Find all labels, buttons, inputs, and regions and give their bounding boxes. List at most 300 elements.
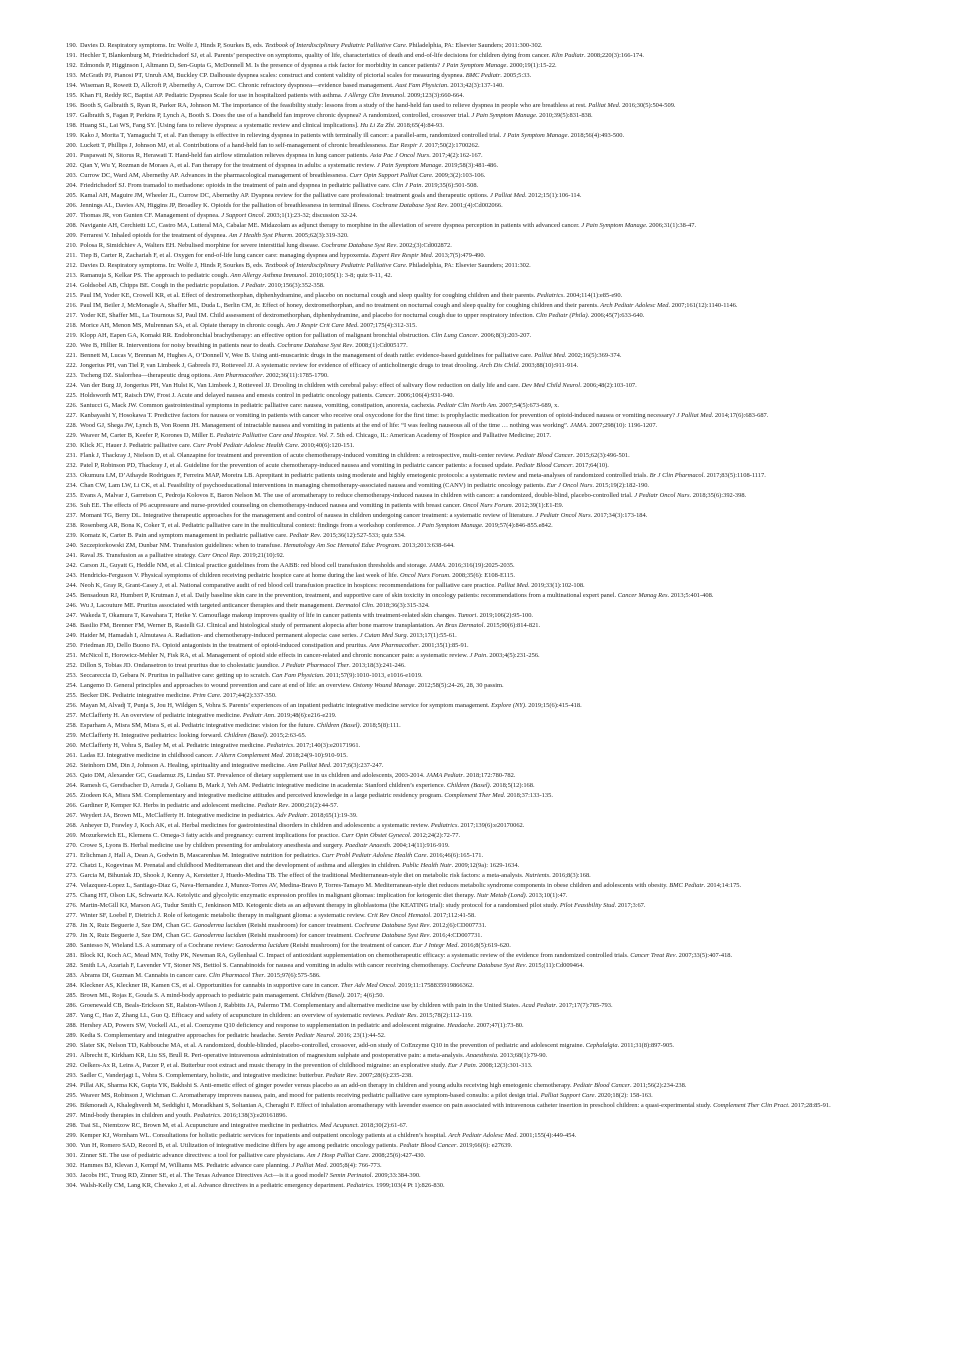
reference-source-title: Ganoderma lucidum <box>193 922 247 929</box>
reference-text: Flank J, Thackray J, Nielson D, et al. Olanzapine for treatment and prevention of acute chemotherapy-induced vomiting in children: a retrospective, multi-center review. <box>80 452 517 459</box>
reference-text: . 2016;8(5):619-620. <box>457 942 511 949</box>
reference-entry <box>66 902 895 911</box>
reference-text: (Reishi mushroom) for cancer treatment. <box>246 932 355 939</box>
reference-number: 259. <box>66 732 78 739</box>
reference-text: Groenewald CB, Beals-Erickson SE, Ralston-Wilson J, Rabbitts JA, Palermo TM. Complementary and alternative medicine use by children with pain in the United States. <box>80 1002 522 1009</box>
reference-entry <box>66 52 895 61</box>
reference-entry <box>66 362 895 371</box>
reference-source-title: Ann Palliat Med <box>287 762 330 769</box>
reference-source-title: Explore (NY) <box>491 702 526 709</box>
reference-text: Martin-McGill KJ, Marson AG, Tudur Smith C, Jenkinson MD. Ketogenic diets as an adjuvant therapy in glioblastoma (the KEATING trial): study protocol for a randomised pilot study. <box>80 902 560 909</box>
reference-entry <box>66 632 895 641</box>
reference-text: Basilio FM, Brenner FM, Werner B, Rastelli GJ. Clinical and histological study of permanent alopecia after bone marrow transplantation. <box>80 622 437 629</box>
reference-number: 213. <box>66 272 78 279</box>
reference-entry <box>66 282 895 291</box>
reference-number: 223. <box>66 372 78 379</box>
reference-text: . 2017;112:41-58. <box>430 912 476 919</box>
reference-text: Haider M, Hamadah I, Almutawa A. Radiation- and chemotherapy-induced permanent alopecia: case series. <box>80 632 360 639</box>
reference-number: 293. <box>66 1072 78 1079</box>
reference-entry <box>66 892 895 901</box>
reference-source-title: Prim Care <box>192 692 220 699</box>
reference-source-title: Pediatr Ann <box>242 712 275 719</box>
reference-number: 246. <box>66 602 78 609</box>
reference-entry <box>66 672 895 681</box>
reference-text: . 2009;33:384-390. <box>371 1172 421 1179</box>
reference-entry <box>66 482 895 491</box>
reference-source-title: Ann Pharmacother <box>369 642 419 649</box>
reference-entry <box>66 1042 895 1051</box>
reference-source-title: Pediatr Clin North Am <box>437 402 496 409</box>
reference-entry <box>66 432 895 441</box>
reference-source-title: Curr Opin Obstet Gynecol <box>341 832 410 839</box>
reference-source-title: J Palliat Med <box>291 1162 327 1169</box>
reference-entry <box>66 262 895 271</box>
reference-text: Tiep B, Carter R, Zachariah F, et al. Oxygen for end-of-life lung cancer care: managing dyspnea and hypoxemia. <box>80 252 372 259</box>
reference-source-title: Cancer Treat Rev <box>630 952 676 959</box>
reference-number: 238. <box>66 522 78 529</box>
reference-text: Tsai SL, Niemtzow RC, Brown M, et al. Acupuncture and integrative medicine in pediatrics. <box>80 1122 321 1129</box>
reference-text: . 2012;39(1):E1-E9. <box>511 502 564 509</box>
reference-source-title: Br J Clin Pharmacol <box>649 472 704 479</box>
reference-number: 239. <box>66 532 78 539</box>
reference-text: . 2017;139(6):e20170062. <box>457 822 525 829</box>
reference-text: . 2004;114(1):e85-e90. <box>563 292 623 299</box>
reference-entry <box>66 242 895 251</box>
reference-text: . 2017;6(3):237-247. <box>329 762 384 769</box>
reference-entry <box>66 832 895 841</box>
reference-number: 260. <box>66 742 78 749</box>
reference-text: . 2019;58(3):481-486. <box>441 162 499 169</box>
reference-number: 253. <box>66 672 78 679</box>
reference-source-title: Pediatr Rev <box>325 1072 357 1079</box>
reference-text: . Philadelphia, PA: Elsevier Saunders; 2011:300-302. <box>405 42 543 49</box>
reference-number: 235. <box>66 492 78 499</box>
reference-number: 237. <box>66 512 78 519</box>
reference-entry <box>66 852 895 861</box>
reference-text: . 2006;106(4):931-940. <box>394 392 455 399</box>
reference-entry <box>66 402 895 411</box>
reference-text: . 2019;33(1):102-108. <box>527 582 585 589</box>
reference-entry <box>66 232 895 241</box>
reference-text: . 2019;11:1758835919866362. <box>394 982 474 989</box>
reference-text: Wood GJ, Shega JW, Lynch B, Von Roenn JH. Management of intractable nausea and vomiting in patients at the end of life: “I was feeling nauseous all of the time … nothing was working”. <box>80 422 571 429</box>
reference-number: 261. <box>66 752 78 759</box>
reference-text: . 2012;(6):CD007731. <box>429 922 487 929</box>
reference-entry <box>66 492 895 501</box>
reference-number: 229. <box>66 432 78 439</box>
reference-text: Van der Burg JJ, Jongerius PH, Van Hulst K, Van Limbeek J, Rotteveel JJ. Drooling in children with cerebral palsy: effect of salivary flow reduction on daily life and care. <box>80 382 522 389</box>
reference-entry <box>66 92 895 101</box>
reference-text: . 2015;19(2):182-190. <box>592 482 650 489</box>
reference-source-title: Cochrane Database Syst Rev <box>354 932 430 939</box>
reference-entry <box>66 372 895 381</box>
reference-text: Wee B, Hillier R. Interventions for noisy breathing in patients near to death. <box>80 342 278 349</box>
reference-number: 245. <box>66 592 78 599</box>
reference-text: Hendricks-Ferguson V. Physical symptoms of children receiving pediatric hospice care at home during the last week of life. <box>80 572 401 579</box>
reference-number: 199. <box>66 132 78 139</box>
reference-text: . 2007;47(1):73-80. <box>473 1022 524 1029</box>
reference-entry <box>66 332 895 341</box>
reference-text: Slater SK, Nelson TD, Kabbouche MA, et al. A randomized, double-blinded, placebo-controlled, crossover, add-on study of CoEnzyme Q10 in the prevention of pediatric and adolescent migraine. <box>80 1042 586 1049</box>
reference-source-title: Ganoderma lucidum <box>193 932 247 939</box>
reference-source-title: Pilot Feasibility Stud <box>559 902 615 909</box>
reference-number: 281. <box>66 952 78 959</box>
reference-text: Kedia S. Complementary and integrative approaches for pediatric headache. <box>80 1032 278 1039</box>
reference-entry <box>66 932 895 941</box>
reference-number: 298. <box>66 1122 78 1129</box>
reference-text: . 2003;4(5):231-256. <box>486 652 540 659</box>
reference-source-title: Clin Pediatr (Phila) <box>535 312 588 319</box>
reference-text: Qian Y, Wu Y, Rozman de Moraes A, et al. Fan therapy for the treatment of dyspnea in adults: a systematic review. <box>80 162 377 169</box>
reference-entry <box>66 782 895 791</box>
reference-source-title: Clin Pharmacol Ther <box>208 972 264 979</box>
reference-entry <box>66 732 895 741</box>
reference-entry <box>66 292 895 301</box>
reference-entry <box>66 682 895 691</box>
reference-entry <box>66 712 895 721</box>
reference-number: 233. <box>66 472 78 479</box>
reference-source-title: Headache <box>447 1022 474 1029</box>
reference-text: Mozurkewich EL, Klemens C. Omega-3 fatty acids and pregnancy: current implications for practice. <box>80 832 342 839</box>
reference-number: 193. <box>66 72 78 79</box>
reference-text: . 2018;35(6):392-398. <box>689 492 747 499</box>
reference-entry <box>66 762 895 771</box>
reference-text: . 2015;36(12):527-533; quiz 534. <box>319 532 406 539</box>
reference-number: 250. <box>66 642 78 649</box>
reference-text: Davies D. Respiratory symptoms. In: Wolfe J, Hinds P, Sourkes B, eds. <box>80 42 265 49</box>
reference-text: Yoder KE, Shaffer ML, La Tournous SJ, Paul IM. Child assessment of dextromethorphan, diphenhydramine, and placebo for nocturnal cough due to upper respiratory infection. <box>80 312 536 319</box>
reference-number: 244. <box>66 582 78 589</box>
reference-text: Jongerius PH, van Tiel P, van Limbeek J, Gabreels FJ, Rotteveel JJ. A systematic review for evidence of efficacy of anticholinergic drugs to treat drooling. <box>80 362 480 369</box>
reference-source-title: Pediatr Blood Cancer <box>573 1082 631 1089</box>
reference-number: 249. <box>66 632 78 639</box>
reference-entry <box>66 132 895 141</box>
reference-text: Okumura LM, D’Athayde Rodrigues F, Ferreira MAP, Moreira LB. Aprepitant in pediatric patients using moderate and highly emetogenic protocols: a systematic review and meta-analyses of randomized controlled trials. <box>80 472 650 479</box>
reference-text: . 2018;5(8):111. <box>359 722 401 729</box>
reference-entry <box>66 342 895 351</box>
reference-text: Becker DK. Pediatric integrative medicine. <box>80 692 193 699</box>
reference-source-title: J Pain Symptom Manage <box>471 112 536 119</box>
reference-source-title: Aust Fam Physician <box>395 82 448 89</box>
reference-source-title: Ostomy Wound Manage <box>352 682 415 689</box>
reference-text: . 5th ed. Chicago, IL: American Academy of Hospice and Palliative Medicine; 2017. <box>333 432 552 439</box>
reference-text: . 2017;83(5):1108-1117. <box>703 472 766 479</box>
reference-source-title: Anaesthesia <box>465 1052 497 1059</box>
reference-source-title: Palliat Med <box>497 582 528 589</box>
reference-text: . 2018;65(1):19-39. <box>307 812 358 819</box>
reference-entry <box>66 72 895 81</box>
reference-entry <box>66 462 895 471</box>
reference-text: . 2014;17(6):683-687. <box>711 412 769 419</box>
reference-source-title: Cancer Manag Res <box>617 592 668 599</box>
reference-number: 297. <box>66 1112 78 1119</box>
reference-text: . 2005;8(4): 766-773. <box>326 1162 382 1169</box>
reference-number: 202. <box>66 162 78 169</box>
reference-number: 243. <box>66 572 78 579</box>
reference-source-title: Dev Med Child Neurol <box>521 382 581 389</box>
reference-text: Smith LA, Azariah F, Lavender VT, Stoner NS, Bettiol S. Cannabinoids for nausea and vomiting in adults with cancer receiving chemotherapy. <box>80 962 451 969</box>
reference-number: 208. <box>66 222 78 229</box>
reference-text: Navigante AH, Cerchietti LC, Castro MA, Lutteral MA, Cabalar ME. Midazolam as adjunct therapy to morphine in the alleviation of severe dyspnea perception in patients with advanced cancer. <box>80 222 582 229</box>
reference-number: 258. <box>66 722 78 729</box>
reference-text: Block KI, Koch AC, Mead MN, Tothy PK, Newman RA, Gyllenhaal C. Impact of antioxidant supplementation on chemotherapeutic efficacy: a systematic review of the evidence from randomized controlled trials. <box>80 952 631 959</box>
reference-number: 224. <box>66 382 78 389</box>
reference-text: Albrecht E, Kirkham KR, Liu SS, Brull R. Peri-operative intravenous administration of magnesium sulphate and postoperative pain: a meta-analysis. <box>80 1052 466 1059</box>
reference-source-title: BMC Pediatr <box>465 72 501 79</box>
reference-text: . 2018;30(2):61-67. <box>357 1122 408 1129</box>
reference-text: . 2014;14:175. <box>703 882 742 889</box>
reference-source-title: Pediatrics <box>266 742 294 749</box>
reference-text: . 2009;123(3):660-664. <box>404 92 465 99</box>
reference-source-title: Textbook of Interdisciplinary Pediatric Palliative Care <box>264 262 406 269</box>
reference-text: . 2017;4(2):162-167. <box>429 152 483 159</box>
reference-number: 236. <box>66 502 78 509</box>
reference-number: 295. <box>66 1092 78 1099</box>
reference-number: 263. <box>66 772 78 779</box>
reference-text: Evans A, Malvar J, Garretson C, Pedroja Kolovos E, Baron Nelson M. The use of aromatherapy to reduce chemotherapy-induced nausea in children with cancer: a randomized, double-blind, placebo-controlled trial. <box>80 492 635 499</box>
reference-number: 273. <box>66 872 78 879</box>
reference-entry <box>66 472 895 481</box>
reference-text: (Reishi mushroom) for cancer treatment. <box>246 922 355 929</box>
reference-text: Wu J, Lacouture ME. Pruritus associated with targeted anticancer therapies and their management. <box>80 602 336 609</box>
reference-number: 272. <box>66 862 78 869</box>
reference-entry <box>66 42 895 51</box>
reference-entry <box>66 582 895 591</box>
reference-text: Holdsworth MT, Raisch DW, Frost J. Acute and delayed nausea and emesis control in pediatric oncology patients. <box>80 392 376 399</box>
reference-entry <box>66 662 895 671</box>
reference-entry <box>66 742 895 751</box>
reference-number: 220. <box>66 342 78 349</box>
reference-source-title: J Pain Symptom Manage <box>441 62 507 69</box>
reference-text: . 2009;12(9a): 1629-1634. <box>451 862 520 869</box>
reference-source-title: Am J Health Syst Pharm <box>228 232 292 239</box>
reference-source-title: Klin Padiatr <box>551 52 585 59</box>
reference-source-title: Complement Ther Clin Pract <box>713 1102 788 1109</box>
reference-entry <box>66 842 895 851</box>
reference-entry <box>66 1182 895 1191</box>
reference-source-title: Adv Pediatr <box>276 812 308 819</box>
reference-source-title: J Pain <box>469 652 487 659</box>
reference-source-title: Pediatr Blood Cancer <box>515 462 573 469</box>
reference-text: . 2018;65(4):84-93. <box>393 122 444 129</box>
reference-text: Jin X, Ruiz Beguerie J, Sze DM, Chan GC. <box>80 932 194 939</box>
reference-text: Chan CW, Lam LW, Li CK, et al. Feasibility of psychoeducational interventions in managing chemotherapy-associated nausea and vomiting (CANV) in pediatric oncology patients. <box>80 482 547 489</box>
reference-source-title: J Pediatr <box>240 282 265 289</box>
reference-number: 278. <box>66 922 78 929</box>
reference-text: . 2017;64(10). <box>572 462 609 469</box>
reference-text: Erlichman J, Hall A, Dean A, Godwin B, Mascarenhas M. Integrative nutrition for pediatrics. <box>80 852 322 859</box>
reference-source-title: Cochrane Database Syst Rev <box>354 922 430 929</box>
reference-text: . 2013;10(1):47. <box>525 892 568 899</box>
reference-source-title: J Pain Symptom Manage <box>376 162 442 169</box>
reference-source-title: Hu Li Za Zhi <box>360 122 394 129</box>
reference-entry <box>66 622 895 631</box>
reference-entry <box>66 962 895 971</box>
reference-text: Winter SF, Loebel F, Dietrich J. Role of ketogenic metabolic therapy in malignant glioma: a systematic review. <box>80 912 368 919</box>
reference-text: Mind-body therapies in children and youth. <box>80 1112 194 1119</box>
reference-entry <box>66 172 895 181</box>
reference-source-title: Arch Dis Child <box>479 362 519 369</box>
reference-entry <box>66 552 895 561</box>
reference-number: 290. <box>66 1042 78 1049</box>
reference-text: Patel P, Robinson PD, Thackray J, et al. Guideline for the prevention of acute chemotherapy-induced nausea and vomiting in pediatric cancer patients: a focused update. <box>80 462 516 469</box>
reference-text: . 2008;220(3):166-174. <box>584 52 644 59</box>
reference-number: 289. <box>66 1032 78 1039</box>
reference-number: 203. <box>66 172 78 179</box>
reference-source-title: Pediatr Res <box>386 1012 417 1019</box>
reference-number: 218. <box>66 322 78 329</box>
reference-number: 219. <box>66 332 78 339</box>
reference-source-title: Paediatr Anaesth <box>345 842 390 849</box>
reference-entry <box>66 772 895 781</box>
reference-text: . 2019;66(6): e27639. <box>456 1142 513 1149</box>
reference-number: 231. <box>66 452 78 459</box>
reference-number: 296. <box>66 1102 78 1109</box>
reference-text: . 2001;155(4):449-454. <box>516 1132 577 1139</box>
reference-number: 192. <box>66 62 78 69</box>
reference-text: . 2007;161(12):1140-1146. <box>668 302 738 309</box>
reference-text: Tscheng DZ. Sialorrhea—therapeutic drug options. <box>80 372 214 379</box>
reference-source-title: JAMA Pediatr <box>426 772 464 779</box>
reference-text: Ziodeen KA, Misra SM. Complementary and integrative medicine attitudes and perceived knowledge in a large pediatric residency program. <box>80 792 445 799</box>
reference-number: 234. <box>66 482 78 489</box>
reference-text: . 2007;28(6):235-238. <box>356 1072 413 1079</box>
reference-entry <box>66 992 895 1001</box>
reference-source-title: Nutrients <box>525 872 550 879</box>
reference-source-title: Crit Rev Oncol Hematol <box>367 912 431 919</box>
reference-number: 254. <box>66 682 78 689</box>
reference-source-title: J Altern Complement Med <box>214 752 283 759</box>
reference-text: Puspawati N, Sitorus R, Herawati T. Hand-held fan airflow stimulation relieves dyspnea in lung cancer patients. <box>80 152 371 159</box>
reference-text: . 2008;(1):Cd005177. <box>352 342 408 349</box>
reference-source-title: J Pediatr Oncol Nurs <box>634 492 690 499</box>
reference-entry <box>66 722 895 731</box>
reference-text: Thomas JR, von Gunten CF. Management of dyspnea. <box>80 212 222 219</box>
reference-number: 221. <box>66 352 78 359</box>
reference-number: 276. <box>66 902 78 909</box>
reference-source-title: Semin Pediatr Neurol <box>277 1032 334 1039</box>
reference-text: Santucci G, Mack JW. Common gastrointestinal symptoms in pediatric palliative care: nausea, vomiting, constipation, anorexia, cachexia. <box>80 402 438 409</box>
reference-number: 205. <box>66 192 78 199</box>
reference-entry <box>66 162 895 171</box>
reference-text: . 2019;48(6):e216-e219. <box>274 712 337 719</box>
reference-entry <box>66 182 895 191</box>
reference-source-title: Pediatr Rev <box>257 802 289 809</box>
reference-entry <box>66 392 895 401</box>
reference-text: Santesso N, Wieland LS. A summary of a Cochrane review: <box>80 942 236 949</box>
reference-source-title: J Pediatr Pharmacol Ther <box>281 662 350 669</box>
reference-text: . Philadelphia, PA: Elsevier Saunders; 2011:302. <box>405 262 531 269</box>
reference-number: 217. <box>66 312 78 319</box>
reference-text: Weaver MS, Robinson J, Wichman C. Aromatherapy improves nausea, pain, and mood for patients receiving pediatric palliative care symptom-based consults: a pilot design trial. <box>80 1092 541 1099</box>
reference-number: 264. <box>66 782 78 789</box>
reference-source-title: Oncol Nurs Forum <box>462 502 512 509</box>
reference-source-title: Curr Opin Support Palliat Care <box>349 172 432 179</box>
reference-source-title: Med Acupunct <box>320 1122 358 1129</box>
reference-entry <box>66 512 895 521</box>
reference-entry <box>66 502 895 511</box>
reference-entry <box>66 612 895 621</box>
reference-text: . 1999;103(4 Pt 1):826-830. <box>372 1182 445 1189</box>
reference-text: . 2016;30(5):504-509. <box>618 102 676 109</box>
reference-source-title: J Palliat Med <box>489 192 526 199</box>
reference-source-title: J Allergy Clin Immunol <box>343 92 405 99</box>
reference-entry <box>66 872 895 881</box>
reference-number: 240. <box>66 542 78 549</box>
reference-number: 191. <box>66 52 78 59</box>
reference-text: (Reishi mushroom) for the treatment of cancer. <box>288 942 413 949</box>
reference-text: . 2007;298(10): 1196-1207. <box>586 422 658 429</box>
reference-entry <box>66 102 895 111</box>
reference-entry <box>66 452 895 461</box>
reference-number: 294. <box>66 1082 78 1089</box>
reference-source-title: Ganoderma lucidum <box>235 942 289 949</box>
reference-entry <box>66 412 895 421</box>
reference-number: 283. <box>66 972 78 979</box>
reference-text: Pillai AK, Sharma KK, Gupta YK, Bakhshi S. Anti-emetic effect of ginger powder versus placebo as an add-on therapy in children and young adults receiving high emetogenic chemotherapy. <box>80 1082 574 1089</box>
reference-entry <box>66 1142 895 1151</box>
reference-text: . 2007;175(4):312-315. <box>357 322 417 329</box>
reference-number: 248. <box>66 622 78 629</box>
reference-number: 211. <box>66 252 78 259</box>
reference-text: Velazquez-Lopez L, Santiago-Diaz G, Nava-Hernandez J, Munoz-Torres AV, Medina-Bravo P, Torres-Tamayo M. Mediterranean-style diet reduces metabolic syndrome components in obese children and adolescents with obesity. <box>80 882 670 889</box>
reference-text: Rosenberg AR, Bona K, Coker T, et al. Pediatric palliative care in the multicultural context: findings from a workshop conference. <box>80 522 418 529</box>
reference-source-title: Ther Adv Med Oncol <box>340 982 395 989</box>
reference-text: McGrath PJ, Pianosi PT, Unruh AM, Buckley CP. Dalhousie dyspnea scales: construct and content validity of pictorial scales for measuring dyspnea. <box>80 72 466 79</box>
reference-entry <box>66 222 895 231</box>
reference-number: 252. <box>66 662 78 669</box>
reference-text: . 2019;15(6):415-418. <box>525 702 582 709</box>
reference-text: Esparham A, Misra SM, Misra S, et al. Pediatric integrative medicine: vision for the future. <box>80 722 317 729</box>
reference-number: 256. <box>66 702 78 709</box>
reference-number: 212. <box>66 262 78 269</box>
reference-number: 279. <box>66 932 78 939</box>
reference-number: 287. <box>66 1012 78 1019</box>
reference-entry <box>66 822 895 831</box>
reference-text: . 2018;56(4):493-500. <box>567 132 625 139</box>
reference-source-title: Pediatrics <box>346 1182 373 1189</box>
reference-number: 303. <box>66 1172 78 1179</box>
reference-source-title: Cochrane Database Syst Rev <box>277 342 353 349</box>
reference-text: . 2007;54(5):673-689, x. <box>495 402 559 409</box>
reference-number: 268. <box>66 822 78 829</box>
reference-source-title: JAMA <box>428 562 446 569</box>
reference-source-title: Cochrane Database Syst Rev <box>450 962 526 969</box>
reference-entry <box>66 1022 895 1031</box>
reference-number: 288. <box>66 1022 78 1029</box>
reference-text: . 2013;7(5):479-490. <box>431 252 486 259</box>
reference-entry <box>66 1052 895 1061</box>
reference-source-title: Asia Pac J Oncol Nurs <box>370 152 430 159</box>
reference-entry <box>66 1012 895 1021</box>
reference-text: . 2013;68(1):79-90. <box>496 1052 548 1059</box>
reference-text: . 2011;31(8):897-905. <box>617 1042 675 1049</box>
reference-source-title: Hematology Am Soc Hematol Educ Program <box>283 542 400 549</box>
reference-text: . 2019;21(10):92. <box>239 552 285 559</box>
reference-source-title: Nutr Metab (Lond) <box>476 892 526 899</box>
reference-number: 227. <box>66 412 78 419</box>
reference-entry <box>66 912 895 921</box>
reference-text: . 2006;31(1):38-47. <box>645 222 697 229</box>
reference-number: 210. <box>66 242 78 249</box>
reference-entry <box>66 792 895 801</box>
reference-entry <box>66 1112 895 1121</box>
reference-number: 241. <box>66 552 78 559</box>
reference-text: . 2015;62(3):496-501. <box>573 452 630 459</box>
reference-text: Anheyer D, Frawley J, Koch AK, et al. Herbal medicines for gastrointestinal disorders in children and adolescents: a systematic review. <box>80 822 431 829</box>
reference-text: Davies D. Respiratory symptoms. In: Wolfe J, Hinds P, Sourkes B, eds. <box>80 262 265 269</box>
reference-text: Dillon S, Tobias JD. Ondansetron to treat pruritus due to cholestatic jaundice. <box>80 662 282 669</box>
